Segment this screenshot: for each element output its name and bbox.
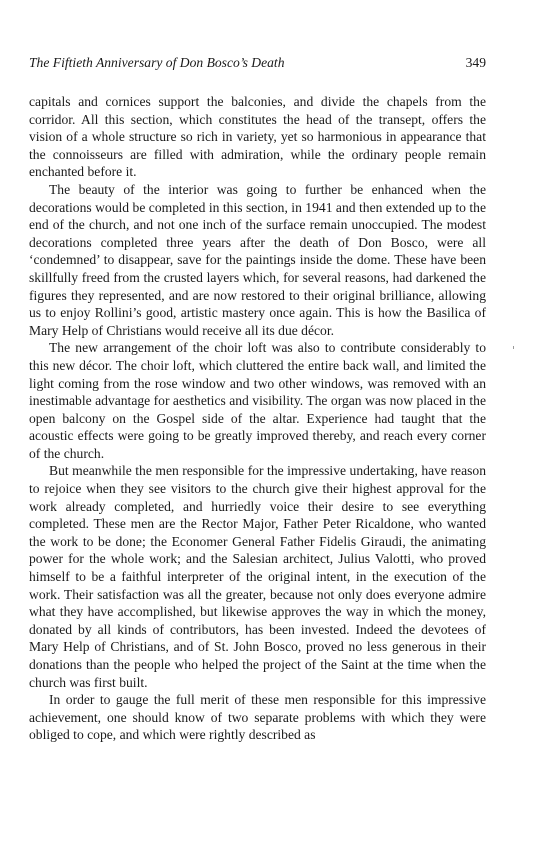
running-head: [29, 55, 486, 75]
paragraph-continuation: capitals and cornices support the balconies, and divide the chapels from the corridor. All this section, which constitutes the head of the transept, offers the vision of a whole structure so rich in variety, yet so harmonious in appearance that the connoisseurs are filled with admiration, while the ordinary people remain enchanted before it.: [29, 94, 486, 180]
body-text: [29, 93, 486, 744]
paragraph-choir-loft: The new arrangement of the choir loft was also to contribute considerably to this new décor. The choir loft, which cluttered the entire back wall, and limited the light coming from the rose window and two other windows, was removed with an inestimable advantage for aesthetics and visibility. The organ was now placed in the open balcony on the Gospel side of the altar. Experience had taught that the acoustic effects were going to be greatly improved thereby, and reach every corner of the church.: [29, 340, 486, 461]
paragraph-responsible-men: But meanwhile the men responsible for the impressive undertaking, have reason to rejoice when they see visitors to the church give their highest approval for the work already completed, and hurriedly voice their desire to see everything completed. These men are the Rector Major, Father Peter Ricaldone, who wanted the work to be done; the Economer General Father Fidelis Giraudi, the animating power for the whole work; and the Salesian architect, Julius Valotti, who proved himself to be a faithful interpreter of the original intent, in the execution of the work. Their satisfaction was all the greater, because not only does everyone admire what they have accomplished, but likewise approves the way in which the money, donated by all kinds of contributors, has been invested. Indeed the devotees of Mary Help of Christians, and of St. John Bosco, proved no less generous in their donations than the people who helped the project of the Saint at the time when the church was first built.: [29, 463, 486, 690]
page-number: 349: [465, 55, 486, 70]
paragraph-interior-decorations: The beauty of the interior was going to further be enhanced when the decorations would be completed in this section, in 1941 and then extended up to the end of the church, and not one inch of the surface remain unoccupied. The modest decorations completed three years after the death of Don Bosco, were all ‘condemned’ to disappear, save for the paintings inside the dome. These have been skillfully freed from the crusted layers which, for several reasons, had darkened the figures they represented, and are now restored to their original brilliance, allowing us to enjoy Rollini’s good, artistic mastery once again. This is how the Basilica of Mary Help of Christians would receive all its due décor.: [29, 181, 486, 338]
running-title: The Fiftieth Anniversary of Don Bosco’s Death: [29, 55, 285, 70]
paragraph-two-problems: In order to gauge the full merit of these men responsible for this impressive achievement, one should know of two separate problems with which they were obliged to cope, and which were rightly described as: [29, 692, 486, 743]
margin-mark: [513, 346, 514, 349]
